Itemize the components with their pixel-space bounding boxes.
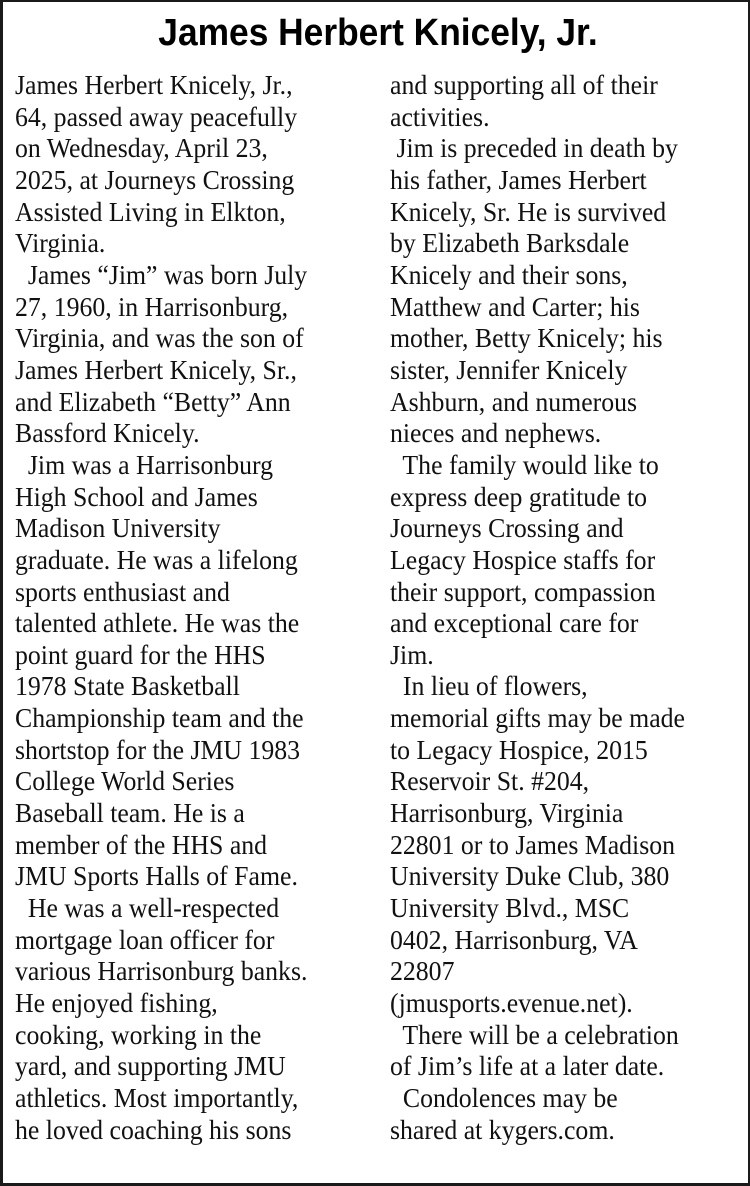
text-line: Ashburn, and numerous (390, 386, 638, 417)
text-line: Jim. (390, 639, 434, 670)
text-line: he loved coaching his sons (15, 1114, 292, 1145)
text-line: Jim was a Harrisonburg (15, 449, 274, 480)
text-line: yard, and supporting JMU (15, 1051, 286, 1082)
text-line: to Legacy Hospice, 2015 (390, 734, 648, 765)
text-line: Madison University (15, 513, 221, 544)
text-line: High School and James (15, 481, 258, 512)
obituary-column-left (15, 70, 375, 1146)
text-line: James “Jim” was born July (15, 259, 308, 290)
text-line: of Jim’s life at a later date. (390, 1051, 665, 1082)
obituary-title: James Herbert Knicely, Jr. (158, 12, 598, 54)
text-line: There will be a celebration (390, 1019, 679, 1050)
text-line: Bassford Knicely. (15, 418, 200, 449)
text-line: Legacy Hospice staffs for (390, 544, 656, 575)
text-line: Matthew and Carter; his (390, 291, 640, 322)
text-line: Assisted Living in Elkton, (15, 196, 286, 227)
text-line: on Wednesday, April 23, (15, 133, 268, 164)
text-line: Reservoir St. #204, (390, 766, 590, 797)
text-line: Virginia, and was the son of (15, 323, 304, 354)
text-line: point guard for the HHS (15, 639, 266, 670)
text-line: his father, James Herbert (390, 164, 647, 195)
text-line: various Harrisonburg banks. (15, 956, 308, 987)
text-line: graduate. He was a lifelong (15, 544, 298, 575)
text-line: University Duke Club, 380 (390, 861, 670, 892)
text-line: Harrisonburg, Virginia (390, 798, 624, 829)
text-line: shared at kygers.com. (390, 1114, 615, 1145)
text-line: sports enthusiast and (15, 576, 230, 607)
text-line: Virginia. (15, 228, 106, 259)
text-line: their support, compassion (390, 576, 656, 607)
text-line: College World Series (15, 766, 235, 797)
text-line: 22801 or to James Madison (390, 829, 676, 860)
text-line: mortgage loan officer for (15, 924, 275, 955)
text-line: James Herbert Knicely, Sr., (15, 354, 297, 385)
text-line: mother, Betty Knicely; his (390, 323, 663, 354)
text-line: He was a well-respected (15, 893, 280, 924)
text-line: 64, passed away peacefully (15, 101, 298, 132)
text-line: James Herbert Knicely, Jr., (15, 70, 293, 100)
text-line: shortstop for the JMU 1983 (15, 734, 301, 765)
text-line: nieces and nephews. (390, 418, 602, 449)
text-line: 0402, Harrisonburg, VA (390, 924, 638, 955)
text-line: express deep gratitude to (390, 481, 648, 512)
text-line: and supporting all of their (390, 70, 658, 100)
text-line: University Blvd., MSC (390, 893, 630, 924)
text-line: (jmusports.evenue.net). (390, 988, 633, 1019)
text-line: He enjoyed fishing, (15, 988, 218, 1019)
text-line: 22807 (390, 956, 455, 987)
text-line: and Elizabeth “Betty” Ann (15, 386, 291, 417)
text-line: member of the HHS and (15, 829, 268, 860)
text-line: 27, 1960, in Harrisonburg, (15, 291, 289, 322)
text-line: 2025, at Journeys Crossing (15, 164, 295, 195)
text-line: Journeys Crossing and (390, 513, 624, 544)
text-line: 1978 State Basketball (15, 671, 240, 702)
text-line: The family would like to (390, 449, 659, 480)
text-line: and exceptional care for (390, 608, 639, 639)
text-line: Championship team and the (15, 703, 304, 734)
obituary-column-right (390, 70, 745, 1146)
text-line: Baseball team. He is a (15, 798, 245, 829)
text-line: memorial gifts may be made (390, 703, 686, 734)
text-line: Knicely and their sons, (390, 259, 628, 290)
text-line: activities. (390, 101, 490, 132)
text-line: sister, Jennifer Knicely (390, 354, 628, 385)
text-line: In lieu of flowers, (390, 671, 588, 702)
text-line: Condolences may be (390, 1083, 618, 1113)
text-line: JMU Sports Halls of Fame. (15, 861, 298, 892)
text-line: talented athlete. He was the (15, 608, 300, 639)
text-line: athletics. Most importantly, (15, 1083, 299, 1113)
text-line: by Elizabeth Barksdale (390, 228, 630, 259)
text-line: Knicely, Sr. He is survived (390, 196, 667, 227)
text-line: Jim is preceded in death by (390, 133, 678, 164)
text-line: cooking, working in the (15, 1019, 262, 1050)
